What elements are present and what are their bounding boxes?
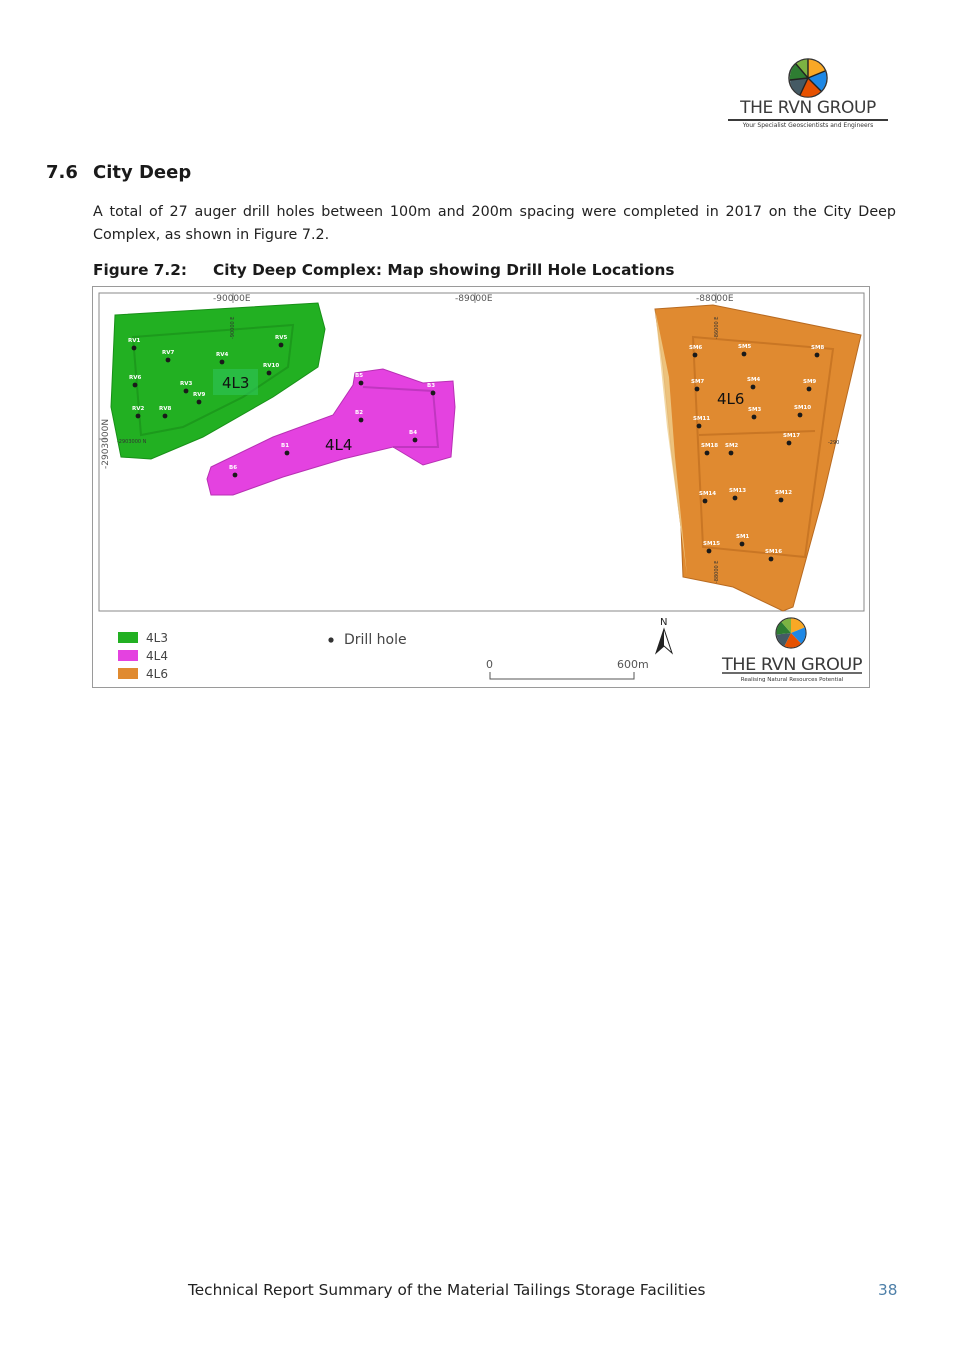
drill-hole-marker <box>220 360 225 365</box>
drill-hole-marker <box>815 353 820 358</box>
map-logo <box>721 618 862 683</box>
drill-hole-marker <box>742 352 747 357</box>
logo-wheel-icon <box>776 618 806 648</box>
map-canvas <box>93 287 869 687</box>
body-paragraph: A total of 27 auger drill holes between 100m and 200m spacing were completed in 2017 on the City Deep Complex, as shown in Figure 7.2. <box>93 204 896 243</box>
drill-hole-marker <box>133 383 138 388</box>
drill-hole-marker <box>359 418 364 423</box>
drill-hole-marker <box>413 438 418 443</box>
easting-label: -89000E <box>455 294 493 304</box>
drill-hole-marker <box>751 385 756 390</box>
section-number: 7.6 <box>46 162 78 183</box>
figure-title: City Deep Complex: Map showing Drill Hole Locations <box>213 261 675 279</box>
logo-tagline: Your Specialist Geoscientists and Engineers <box>742 122 874 129</box>
drill-hole-label: B5 <box>355 373 364 379</box>
drill-hole-label: B2 <box>355 410 364 416</box>
map-legend <box>118 631 407 681</box>
drill-hole-marker <box>132 346 137 351</box>
company-logo <box>728 58 888 136</box>
drill-hole-marker <box>233 473 238 478</box>
drill-hole-marker <box>431 391 436 396</box>
drill-hole-map <box>92 286 870 688</box>
drill-hole-label: B1 <box>281 443 290 449</box>
drill-hole-label: SM17 <box>783 433 801 439</box>
drill-hole-marker <box>166 358 171 363</box>
drill-hole-label: RV5 <box>275 335 288 341</box>
legend-label: 4L4 <box>146 649 168 663</box>
logo-wheel-icon <box>788 58 828 98</box>
drill-hole-label: SM1 <box>736 534 750 540</box>
drill-hole-label: SM13 <box>729 488 747 494</box>
legend-swatch-4L4 <box>118 650 138 661</box>
drill-hole-label: SM4 <box>747 377 761 383</box>
figure-caption <box>93 261 675 279</box>
legend-drill-hole-label: Drill hole <box>344 632 407 648</box>
grid-label: -2903000 N <box>117 439 147 445</box>
drill-hole-marker <box>697 424 702 429</box>
drill-hole-label: B3 <box>427 383 436 389</box>
drill-hole-label: SM3 <box>748 407 762 413</box>
north-arrow-icon <box>656 617 672 653</box>
drill-hole-label: RV4 <box>216 352 229 358</box>
drill-hole-label: RV3 <box>180 381 193 387</box>
facility-label-4L3: 4L3 <box>222 374 250 392</box>
drill-hole-marker <box>703 499 708 504</box>
footer-report-title: Technical Report Summary of the Material Tailings Storage Facilities <box>188 1281 706 1299</box>
drill-hole-label: SM14 <box>699 491 717 497</box>
legend-label: 4L3 <box>146 631 168 645</box>
drill-hole-label: SM6 <box>689 345 703 351</box>
drill-hole-marker <box>359 381 364 386</box>
drill-hole-marker <box>733 496 738 501</box>
svg-text:0: 0 <box>486 658 493 671</box>
drill-hole-marker <box>705 451 710 456</box>
legend-swatch-4L3 <box>118 632 138 643</box>
map-logo-brand: THE RVN GROUP <box>720 655 863 675</box>
drill-hole-label: RV7 <box>162 350 175 356</box>
facility-label-4L6: 4L6 <box>717 390 745 408</box>
drill-hole-label: SM2 <box>725 443 739 449</box>
drill-hole-label: SM18 <box>701 443 719 449</box>
drill-hole-marker <box>285 451 290 456</box>
drill-hole-marker <box>779 498 784 503</box>
drill-hole-marker <box>197 400 202 405</box>
drill-hole-label: SM12 <box>775 490 793 496</box>
section-title: City Deep <box>93 162 192 183</box>
drill-hole-marker <box>184 389 189 394</box>
drill-hole-label: SM10 <box>794 405 812 411</box>
drill-hole-marker <box>740 542 745 547</box>
grid-label: -290 <box>828 440 840 446</box>
drill-hole-marker <box>769 557 774 562</box>
easting-label: -90000E <box>213 294 251 304</box>
scale-bar <box>486 658 649 679</box>
grid-label: -88000 E <box>714 560 720 583</box>
drill-hole-marker <box>807 387 812 392</box>
drill-hole-symbol-icon <box>328 637 333 642</box>
easting-label: -88000E <box>696 294 734 304</box>
map-logo-tagline: Realising Natural Resources Potential <box>740 677 844 683</box>
drill-hole-label: RV1 <box>128 338 141 344</box>
drill-hole-marker <box>707 549 712 554</box>
logo-brand-text: THE RVN GROUP <box>728 98 888 121</box>
facility-label-4L4: 4L4 <box>325 436 353 454</box>
grid-label: -90000 E <box>230 316 236 339</box>
drill-hole-marker <box>163 414 168 419</box>
drill-hole-label: RV2 <box>132 406 145 412</box>
page-number: 38 <box>878 1281 898 1299</box>
svg-text:600m: 600m <box>617 658 649 671</box>
drill-hole-label: RV6 <box>129 375 142 381</box>
drill-hole-marker <box>136 414 141 419</box>
drill-hole-marker <box>787 441 792 446</box>
drill-hole-label: B4 <box>409 430 418 436</box>
drill-hole-label: RV8 <box>159 406 172 412</box>
drill-hole-label: RV10 <box>263 363 280 369</box>
drill-hole-label: SM5 <box>738 344 752 350</box>
drill-hole-label: SM11 <box>693 416 711 422</box>
drill-hole-label: SM7 <box>691 379 705 385</box>
drill-hole-marker <box>798 413 803 418</box>
figure-label: Figure 7.2: <box>93 261 187 279</box>
drill-hole-marker <box>267 371 272 376</box>
drill-hole-label: B6 <box>229 465 238 471</box>
drill-hole-marker <box>279 343 284 348</box>
drill-hole-marker <box>695 387 700 392</box>
drill-hole-label: SM15 <box>703 541 721 547</box>
drill-hole-label: RV9 <box>193 392 206 398</box>
legend-label: 4L6 <box>146 667 168 681</box>
drill-hole-marker <box>729 451 734 456</box>
drill-hole-marker <box>752 415 757 420</box>
grid-label: -86000 E <box>714 316 720 339</box>
northing-label: -2903000N <box>101 418 111 469</box>
drill-hole-marker <box>693 353 698 358</box>
svg-text:N: N <box>660 617 668 628</box>
drill-hole-label: SM8 <box>811 345 825 351</box>
drill-hole-label: SM9 <box>803 379 817 385</box>
legend-swatch-4L6 <box>118 668 138 679</box>
drill-hole-label: SM16 <box>765 549 783 555</box>
